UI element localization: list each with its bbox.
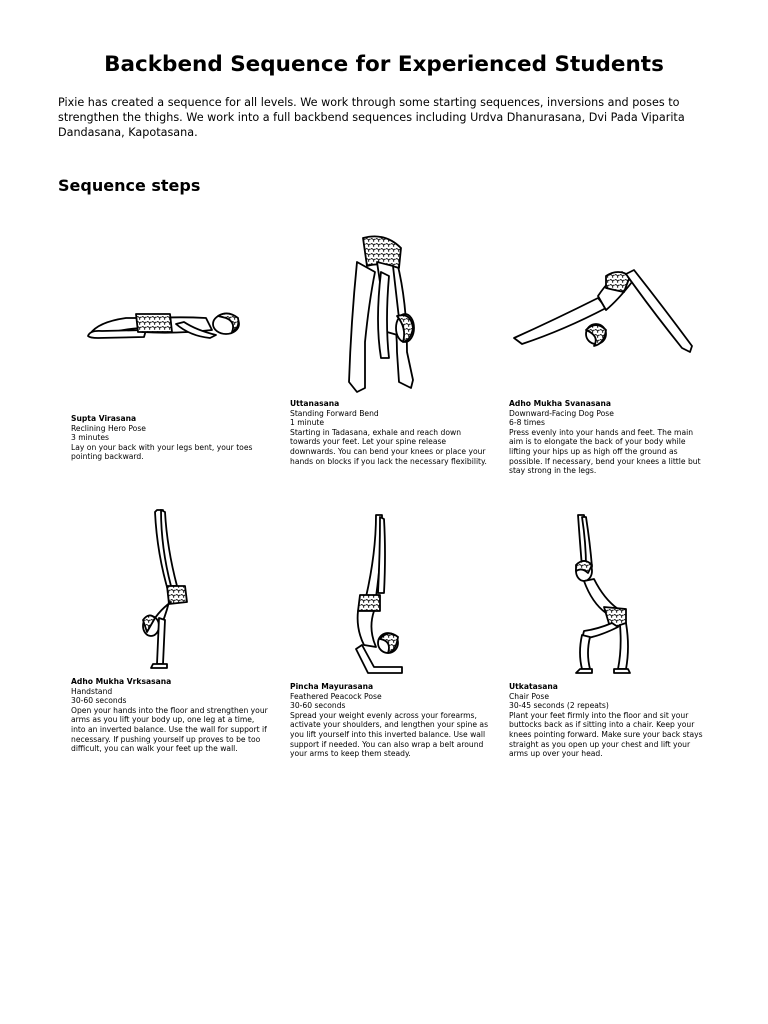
document-title: Backbend Sequence for Experienced Students bbox=[104, 52, 664, 77]
pose-name: Utkatasana bbox=[509, 682, 558, 691]
pose-description: Lay on your back with your legs bent, your toes pointing backward. bbox=[71, 442, 253, 462]
pose-description: Press evenly into your hands and feet. The main aim is to elongate the back of your body while lifting your hips up as high off the ground as possible. If necessary, bend your knees a little but stay strong in the legs. bbox=[509, 427, 701, 476]
pose-name: Adho Mukha Vrksasana bbox=[71, 677, 172, 686]
forearm-stand-figure bbox=[350, 513, 410, 675]
step-caption bbox=[509, 682, 709, 759]
pose-duration: 1 minute bbox=[290, 418, 325, 428]
pose-duration: 3 minutes bbox=[71, 433, 109, 443]
pose-english-name: Reclining Hero Pose bbox=[71, 423, 146, 433]
reclining-hero-figure bbox=[86, 300, 246, 350]
pose-duration: 30-45 seconds (2 repeats) bbox=[509, 701, 609, 711]
pose-description: Spread your weight evenly across your forearms, activate your shoulders, and lengthen your spine as you lift yourself into this inverted balance. Use wall support if needed. You can also wrap a belt around your arms to keep them steady. bbox=[290, 710, 489, 759]
pose-english-name: Standing Forward Bend bbox=[290, 408, 379, 418]
pose-description: Open your hands into the floor and strengthen your arms as you lift your body up, one leg at a time, into an inverted balance. Use the wall for support if necessary. If pushing yourself up proves to be too difficult, you can walk your feet up the wall. bbox=[71, 705, 268, 754]
pose-english-name: Downward-Facing Dog Pose bbox=[509, 408, 614, 418]
pose-name: Uttanasana bbox=[290, 399, 340, 408]
pose-name: Pincha Mayurasana bbox=[290, 682, 374, 691]
pose-name: Supta Virasana bbox=[71, 414, 137, 423]
section-heading: Sequence steps bbox=[58, 176, 201, 195]
downward-dog-figure bbox=[514, 268, 694, 358]
handstand-figure bbox=[135, 508, 195, 670]
pose-duration: 30-60 seconds bbox=[290, 701, 346, 711]
pose-english-name: Feathered Peacock Pose bbox=[290, 691, 382, 701]
step-caption bbox=[71, 677, 271, 754]
pose-duration: 6-8 times bbox=[509, 418, 545, 428]
pose-description: Plant your feet firmly into the floor and sit your buttocks back as if sitting into a chair. Keep your knees pointing forward. Make sure your back stays straight as you open up your chest and lift your arms up over your head. bbox=[509, 710, 703, 759]
chair-pose-figure bbox=[568, 513, 638, 675]
pose-name: Adho Mukha Svanasana bbox=[509, 399, 612, 408]
pose-description: Starting in Tadasana, exhale and reach down towards your feet. Let your spine release downwards. You can bend your knees or place your hands on blocks if you lack the necessary flexibility. bbox=[290, 427, 487, 466]
pose-duration: 30-60 seconds bbox=[71, 696, 127, 706]
step-caption bbox=[290, 682, 490, 759]
pose-english-name: Chair Pose bbox=[509, 691, 549, 701]
step-caption bbox=[290, 399, 490, 466]
step-caption bbox=[509, 399, 709, 476]
forward-bend-figure bbox=[335, 232, 425, 397]
pose-english-name: Handstand bbox=[71, 686, 113, 696]
step-caption bbox=[71, 414, 271, 462]
intro-paragraph: Pixie has created a sequence for all levels. We work through some starting sequences, inversions and poses to strengthen the thighs. We work into a full backbend sequences including Urdva Dhanurasana, Dvi Pada Viparita Dandasana, Kapotasana. bbox=[58, 96, 685, 139]
